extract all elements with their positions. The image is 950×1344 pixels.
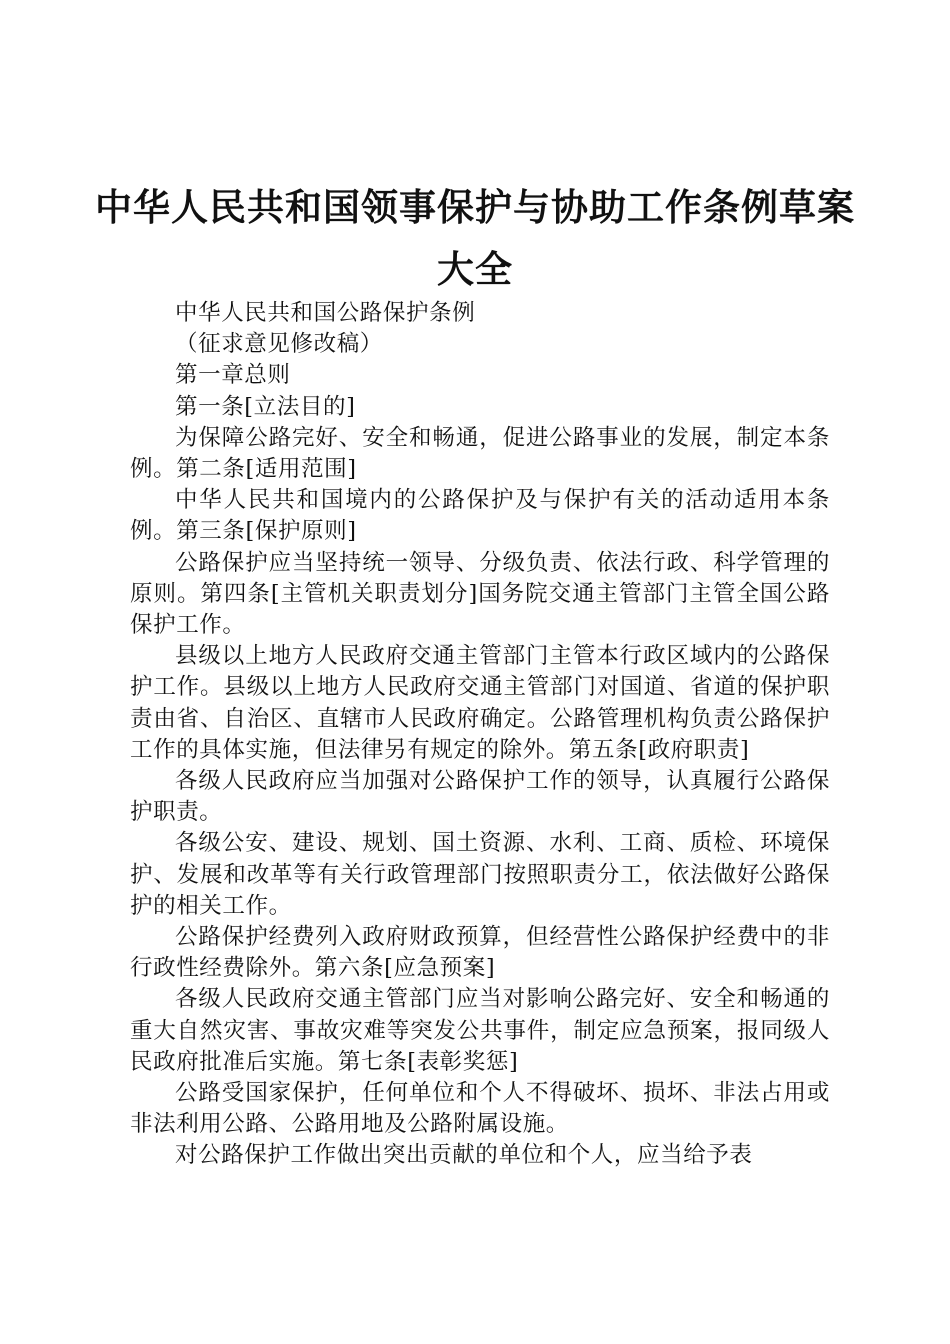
body-paragraph: 公路受国家保护，任何单位和个人不得破坏、损坏、非法占用或非法利用公路、公路用地及公路附属设施。 bbox=[130, 1080, 830, 1138]
body-paragraph: 各级人民政府交通主管部门应当对影响公路完好、安全和畅通的重大自然灾害、事故灾难等突发公共事件，制定应急预案，报同级人民政府批准后实施。第七条[表彰奖惩] bbox=[130, 986, 830, 1075]
body-paragraph: 县级以上地方人民政府交通主管部门主管本行政区域内的公路保护工作。县级以上地方人民政府交通主管部门对国道、省道的保护职责由省、自治区、直辖市人民政府确定。公路管理机构负责公路保护工作的具体实施，但法律另有规定的除外。第五条[政府职责] bbox=[130, 643, 830, 763]
body-paragraph: 中华人民共和国境内的公路保护及与保护有关的活动适用本条例。第三条[保护原则] bbox=[130, 487, 830, 545]
article-heading: 第一条[立法目的] bbox=[175, 393, 356, 420]
body-paragraph: 公路保护应当坚持统一领导、分级负责、依法行政、科学管理的原则。第四条[主管机关职责划分]国务院交通主管部门主管全国公路保护工作。 bbox=[130, 549, 830, 639]
document-title-line-1: 中华人民共和国领事保护与协助工作条例草案 bbox=[95, 186, 855, 229]
body-paragraph: 各级人民政府应当加强对公路保护工作的领导，认真履行公路保护职责。 bbox=[130, 768, 830, 826]
body-paragraph: 各级公安、建设、规划、国土资源、水利、工商、质检、环境保护、发展和改革等有关行政管理部门按照职责分工，依法做好公路保护的相关工作。 bbox=[130, 830, 830, 919]
chapter-heading: 第一章总则 bbox=[175, 362, 291, 389]
body-paragraph: 对公路保护工作做出突出贡献的单位和个人，应当给予表 bbox=[175, 1142, 753, 1169]
draft-note: （征求意见修改稿） bbox=[175, 331, 383, 358]
body-paragraph: 为保障公路完好、安全和畅通，促进公路事业的发展，制定本条例。第二条[适用范围] bbox=[130, 424, 830, 483]
document-title-line-2: 大全 bbox=[437, 248, 513, 291]
regulation-name: 中华人民共和国公路保护条例 bbox=[175, 300, 476, 326]
document-body bbox=[130, 298, 830, 1172]
body-paragraph: 公路保护经费列入政府财政预算，但经营性公路保护经费中的非行政性经费除外。第六条[应急预案] bbox=[130, 924, 830, 982]
